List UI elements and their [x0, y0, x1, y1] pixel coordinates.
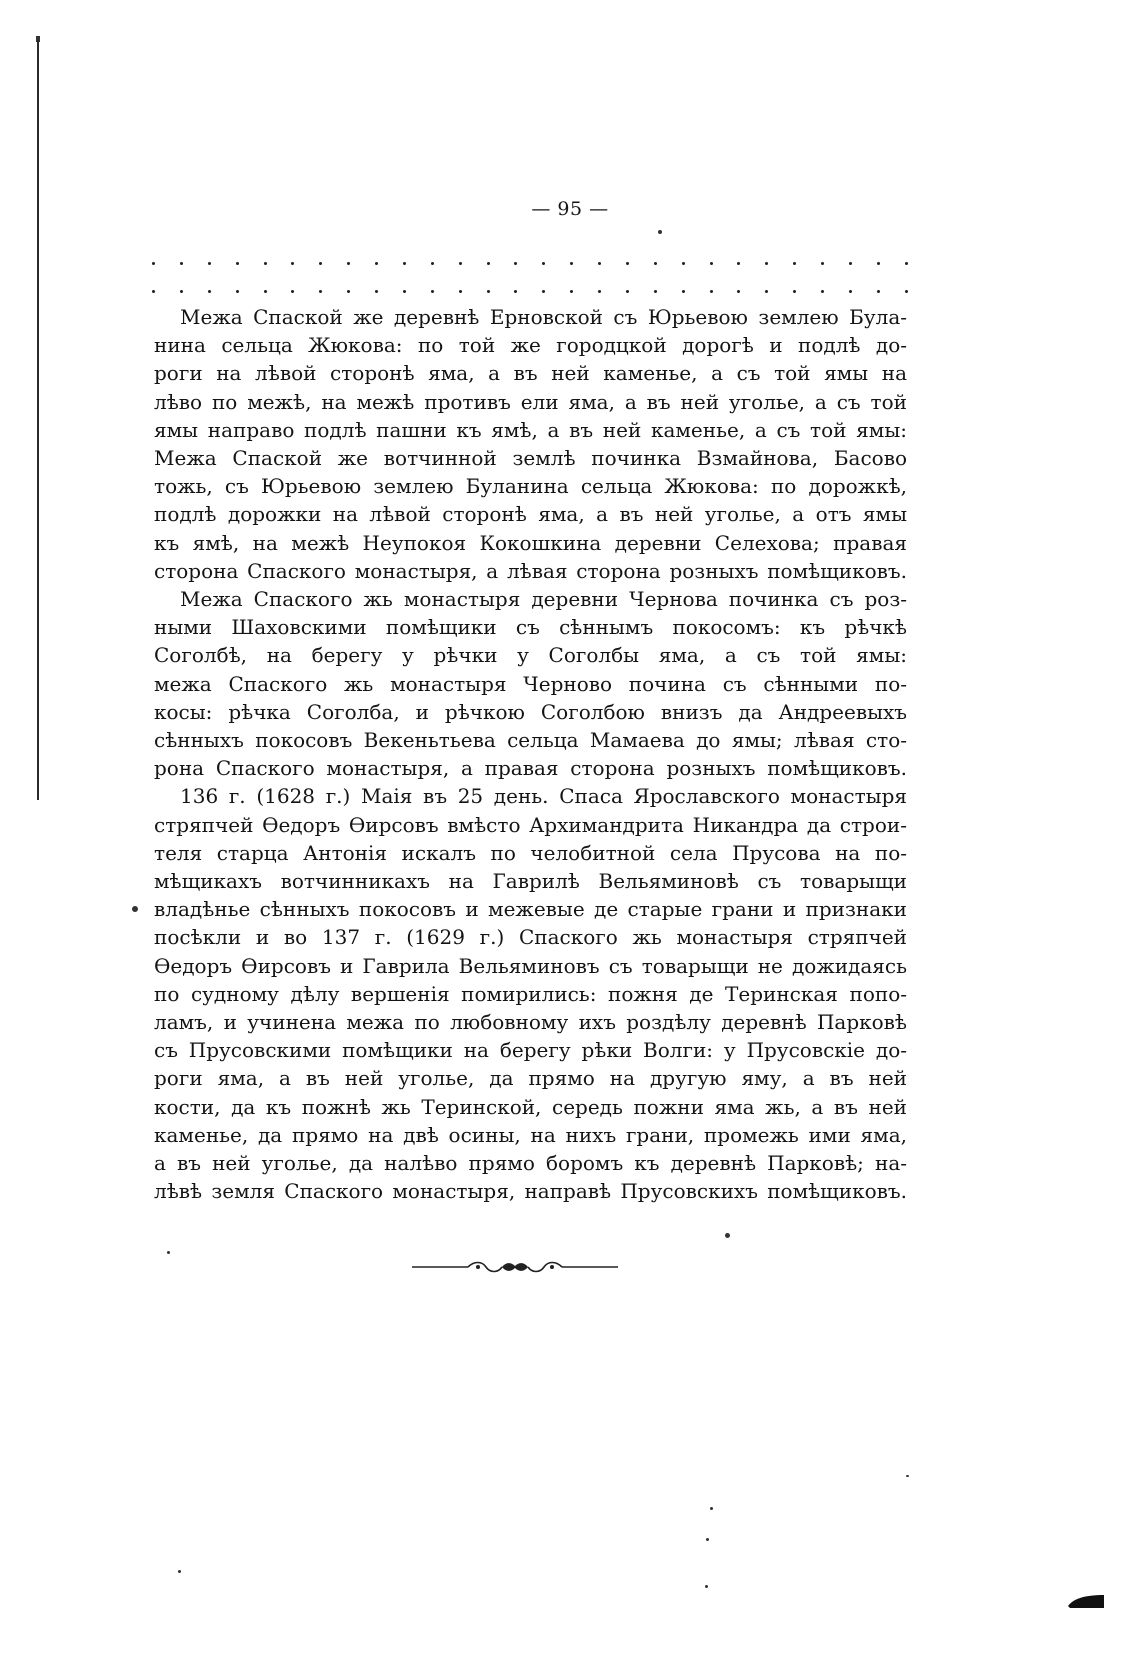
text-line: сторона Спаского монастыря, а лѣвая сторона розныхъ помѣщиковъ. [154, 558, 907, 583]
text-line: роги на лѣвой сторонѣ яма, а въ ней каменье, а съ той ямы на [154, 361, 907, 386]
scan-corner-mark [1066, 1592, 1106, 1610]
text-line: Соголбѣ, на берегу у рѣчки у Соголбы яма, а съ той ямы: [154, 643, 907, 668]
text-line: каменье, да прямо на двѣ осины, на нихъ грани, промежь ими яма, [154, 1122, 907, 1147]
text-line: къ ямѣ, на межѣ Неупокоя Кокошкина деревни Селехова; правая [154, 530, 907, 555]
text-line: Межа Спаской же деревнѣ Ерновской съ Юрьевою землею Була- [180, 305, 907, 329]
scan-speck [706, 1538, 709, 1541]
text-line: Межа Спаского жь монастыря деревни Чернова починка съ роз- [180, 587, 907, 612]
text-line: ламъ, и учинена межа по любовному ихъ роздѣлу деревнѣ Парковѣ [154, 1010, 907, 1035]
paragraph [154, 585, 907, 782]
text-line: лѣво по межѣ, на межѣ противъ ели яма, а въ ней уголье, а съ той [154, 389, 907, 414]
scan-speck [178, 1570, 181, 1573]
text-line: посѣкли и во 137 г. (1629 г.) Спаского жь монастыря стряпчей [154, 925, 907, 950]
text-line: Межа Спаской же вотчинной землѣ починка Взмайнова, Басово [154, 446, 907, 471]
scan-speck [705, 1585, 708, 1588]
body-text [154, 303, 907, 1206]
text-line: подлѣ дорожки на лѣвой сторонѣ яма, а въ ней уголье, а отъ ямы [154, 502, 907, 527]
scan-speck [658, 230, 662, 234]
text-line: нина сельца Жюкова: по той же городцкой дорогѣ и подлѣ до- [154, 333, 907, 358]
text-line: лѣвѣ земля Спаского монастыря, направѣ Прусовскихъ помѣщиковъ. [154, 1179, 907, 1204]
text-line: теля старца Антонія искалъ по челобитной села Прусова на по- [154, 840, 907, 865]
paragraph [154, 303, 907, 585]
text-line: косы: рѣчка Соголба, и рѣчкою Соголбою внизъ да Андреевыхъ [154, 699, 907, 724]
text-line: рона Спаского монастыря, а правая сторона розныхъ помѣщиковъ. [154, 756, 907, 781]
scan-speck [132, 906, 138, 912]
scan-edge-line [37, 40, 39, 800]
paragraph [154, 782, 907, 1205]
page-number: — 95 — [531, 198, 609, 220]
text-line: владѣнье сѣнныхъ покосовъ и межевые де старые грани и признаки [154, 897, 907, 922]
text-line: а въ ней уголье, да налѣво прямо боромъ къ деревнѣ Парковѣ; на- [154, 1151, 907, 1176]
ellipsis-dots-row [152, 290, 908, 293]
text-line: Ѳедоръ Ѳирсовъ и Гаврила Вельяминовъ съ товарыщи не дожидаясь [154, 953, 907, 978]
ornament-divider-icon [412, 1258, 618, 1276]
scan-speck [906, 1475, 909, 1477]
scan-speck [725, 1233, 730, 1238]
text-line: ямы направо подлѣ пашни къ ямѣ, а въ ней каменье, а съ той ямы: [154, 417, 907, 442]
text-line: тожь, съ Юрьевою землею Буланина сельца Жюкова: по дорожкѣ, [154, 474, 907, 499]
text-line: стряпчей Ѳедоръ Ѳирсовъ вмѣсто Архимандрита Никандра да строи- [154, 812, 907, 837]
text-line: по судному дѣлу вершенія помирились: пожня де Теринская попо- [154, 981, 907, 1006]
text-line: кости, да къ пожнѣ жь Теринской, середь пожни яма жь, а въ ней [154, 1094, 907, 1119]
text-line: межа Спаского жь монастыря Черново почина съ сѣнными по- [154, 671, 907, 696]
text-line: съ Прусовскими помѣщики на берегу рѣки Волги: у Прусовскіе до- [154, 1038, 907, 1063]
text-line: роги яма, а въ ней уголье, да прямо на другую яму, а въ ней [154, 1066, 907, 1091]
text-line: сѣнныхъ покосовъ Векеньтьева сельца Мамаева до ямы; лѣвая сто- [154, 728, 907, 753]
scan-speck [710, 1507, 713, 1510]
text-line: мѣщикахъ вотчинникахъ на Гаврилѣ Вельяминовѣ съ товарыщи [154, 869, 907, 894]
text-line: ными Шаховскими помѣщики съ сѣннымъ покосомъ: къ рѣчкѣ [154, 615, 907, 640]
scan-speck [167, 1251, 170, 1254]
text-line: 136 г. (1628 г.) Маія въ 25 день. Спаса Ярославского монастыря [180, 784, 907, 809]
ellipsis-dots-row [152, 262, 908, 265]
